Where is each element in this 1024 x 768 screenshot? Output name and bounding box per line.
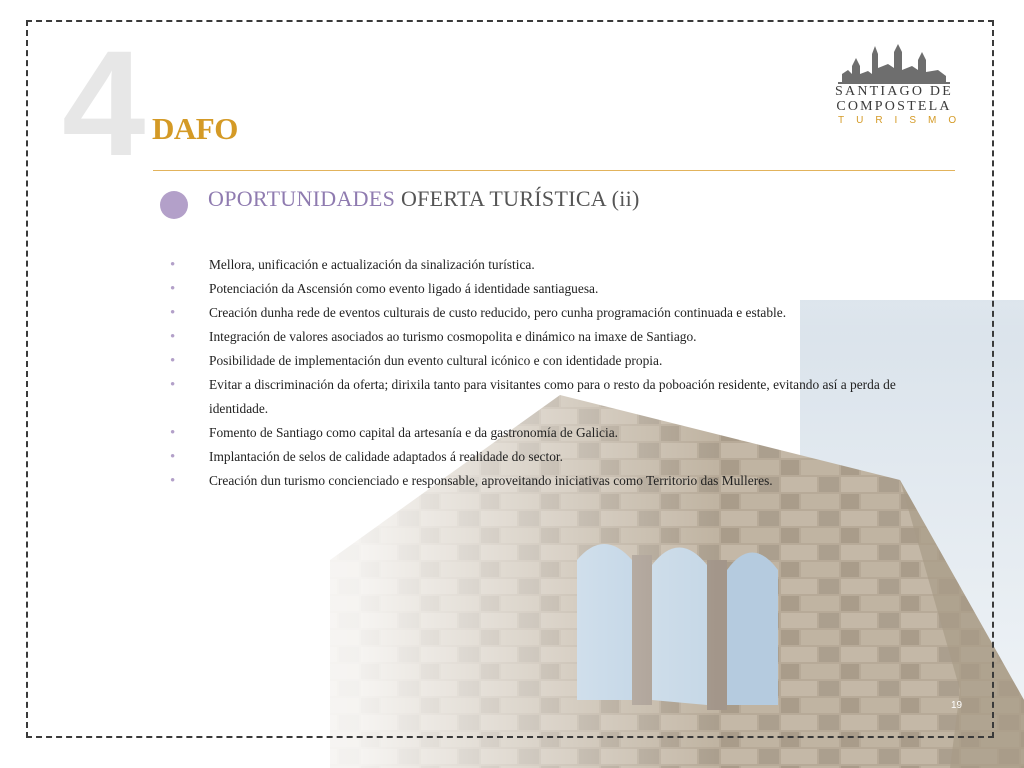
list-item: • Implantación de selos de calidade adaptados á realidade do sector. — [170, 445, 910, 469]
slide-subtitle — [208, 184, 640, 214]
logo-text-santiago-de: SANTIAGO DE — [835, 84, 953, 99]
logo-text-compostela: COMPOSTELA — [836, 99, 952, 114]
cathedral-skyline-icon — [838, 44, 950, 84]
logo-text-turismo: TURISMO — [838, 115, 969, 126]
lilac-dot-icon — [160, 191, 188, 219]
list-item: • Potenciación da Ascensión como evento ligado á identidade santiaguesa. — [170, 277, 910, 301]
list-item: • Mellora, unificación e actualización da sinalización turística. — [170, 253, 910, 277]
section-title: DAFO — [152, 111, 238, 146]
list-item: • Evitar a discriminación da oferta; dirixila tanto para visitantes como para o resto da poboación residente, evitando así a perda de identidade. — [170, 373, 910, 421]
opportunities-list — [170, 253, 910, 493]
page-number: 19 — [951, 700, 963, 711]
section-number: 4 — [62, 19, 146, 187]
list-item: • Creación dun turismo concienciado e responsable, aproveitando iniciativas como Territorio das Mulleres. — [170, 469, 910, 493]
list-item: • Integración de valores asociados ao turismo cosmopolita e dinámico na imaxe de Santiago. — [170, 325, 910, 349]
list-item: • Posibilidade de implementación dun evento cultural icónico e con identidade propia. — [170, 349, 910, 373]
subtitle-rest: OFERTA TURÍSTICA (ii) — [395, 186, 640, 211]
title-divider — [153, 170, 955, 171]
list-item: • Fomento de Santiago como capital da artesanía e da gastronomía de Galicia. — [170, 421, 910, 445]
santiago-turismo-logo — [832, 44, 969, 128]
list-item: • Creación dunha rede de eventos culturais de custo reducido, pero cunha programación continuada e estable. — [170, 301, 910, 325]
subtitle-highlight: OPORTUNIDADES — [208, 186, 396, 211]
